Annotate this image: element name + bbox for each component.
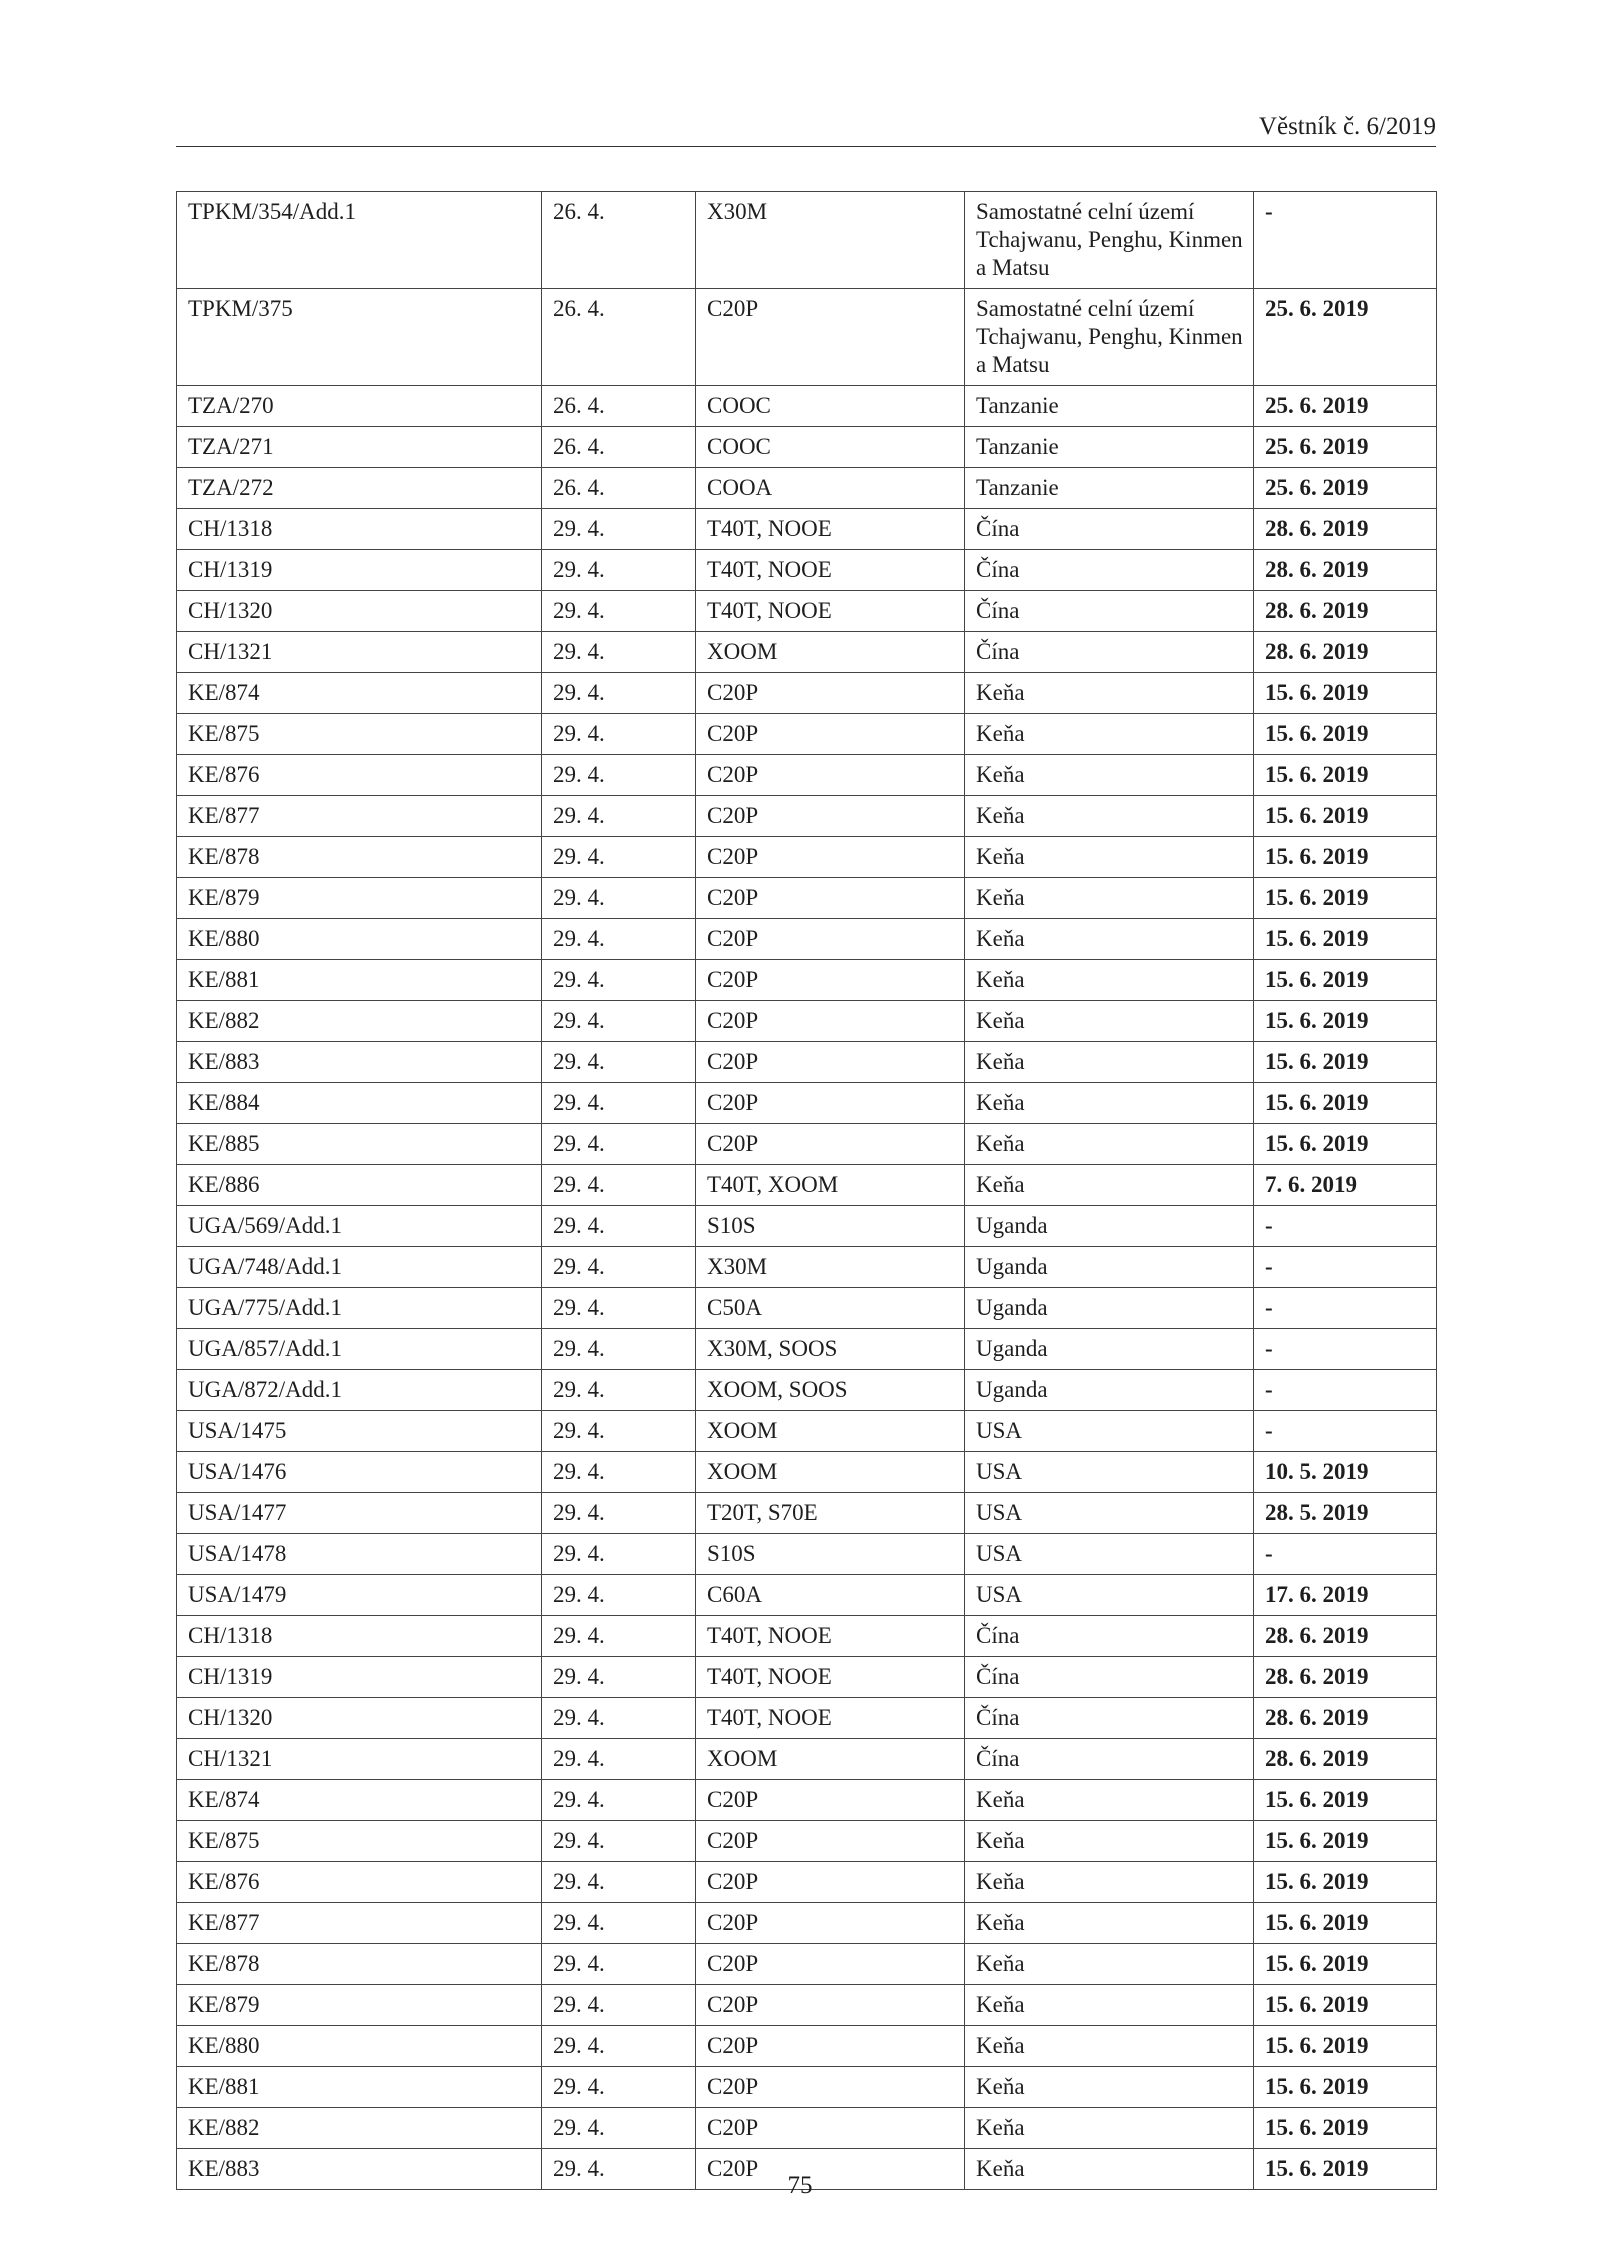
comment-deadline-cell: 17. 6. 2019: [1254, 1575, 1437, 1616]
notification-codes-cell: X30M, SOOS: [696, 1329, 965, 1370]
notification-country-cell: Čína: [965, 1616, 1254, 1657]
table-row: [177, 2108, 1437, 2149]
notification-codes-cell: C20P: [696, 755, 965, 796]
notification-date-cell: 29. 4.: [542, 1288, 696, 1329]
comment-deadline-cell: 15. 6. 2019: [1254, 2108, 1437, 2149]
table-row: [177, 1780, 1437, 1821]
notification-symbol-cell: KE/879: [177, 1985, 542, 2026]
notifications-table: [176, 191, 1437, 2190]
notification-symbol-cell: KE/885: [177, 1124, 542, 1165]
notification-date-cell: 29. 4.: [542, 1083, 696, 1124]
table-row: [177, 1329, 1437, 1370]
comment-deadline-cell: -: [1254, 1329, 1437, 1370]
notification-date-cell: 26. 4.: [542, 192, 696, 289]
notification-symbol-cell: CH/1320: [177, 591, 542, 632]
notification-date-cell: 29. 4.: [542, 1493, 696, 1534]
notification-date-cell: 29. 4.: [542, 1206, 696, 1247]
comment-deadline-cell: -: [1254, 1247, 1437, 1288]
notification-country-cell: Keňa: [965, 1042, 1254, 1083]
table-row: [177, 289, 1437, 386]
notification-codes-cell: T40T, XOOM: [696, 1165, 965, 1206]
notification-codes-cell: T40T, NOOE: [696, 1698, 965, 1739]
notification-country-cell: Uganda: [965, 1288, 1254, 1329]
table-row: [177, 1575, 1437, 1616]
notification-codes-cell: C20P: [696, 289, 965, 386]
notification-codes-cell: S10S: [696, 1534, 965, 1575]
notification-symbol-cell: USA/1476: [177, 1452, 542, 1493]
notification-date-cell: 29. 4.: [542, 837, 696, 878]
table-row: [177, 837, 1437, 878]
comment-deadline-cell: 15. 6. 2019: [1254, 714, 1437, 755]
notification-codes-cell: T40T, NOOE: [696, 1657, 965, 1698]
notification-country-cell: Keňa: [965, 1862, 1254, 1903]
table-row: [177, 1862, 1437, 1903]
notification-symbol-cell: UGA/872/Add.1: [177, 1370, 542, 1411]
notification-country-cell: Keňa: [965, 1165, 1254, 1206]
notification-date-cell: 29. 4.: [542, 1780, 696, 1821]
comment-deadline-cell: 15. 6. 2019: [1254, 1124, 1437, 1165]
comment-deadline-cell: 7. 6. 2019: [1254, 1165, 1437, 1206]
notification-date-cell: 29. 4.: [542, 960, 696, 1001]
notification-codes-cell: XOOM, SOOS: [696, 1370, 965, 1411]
notification-date-cell: 29. 4.: [542, 632, 696, 673]
table-row: [177, 1165, 1437, 1206]
comment-deadline-cell: 28. 6. 2019: [1254, 1657, 1437, 1698]
comment-deadline-cell: 15. 6. 2019: [1254, 2149, 1437, 2190]
comment-deadline-cell: 25. 6. 2019: [1254, 468, 1437, 509]
table-row: [177, 1698, 1437, 1739]
comment-deadline-cell: 28. 6. 2019: [1254, 1616, 1437, 1657]
notification-codes-cell: C60A: [696, 1575, 965, 1616]
notification-symbol-cell: CH/1321: [177, 632, 542, 673]
comment-deadline-cell: -: [1254, 1206, 1437, 1247]
comment-deadline-cell: 15. 6. 2019: [1254, 2067, 1437, 2108]
notification-codes-cell: C20P: [696, 1821, 965, 1862]
comment-deadline-cell: 15. 6. 2019: [1254, 878, 1437, 919]
table-row: [177, 1288, 1437, 1329]
notification-date-cell: 29. 4.: [542, 1370, 696, 1411]
notification-country-cell: Keňa: [965, 878, 1254, 919]
table-row: [177, 1411, 1437, 1452]
notification-country-cell: Uganda: [965, 1206, 1254, 1247]
notification-country-cell: Keňa: [965, 2108, 1254, 2149]
notification-symbol-cell: KE/880: [177, 919, 542, 960]
notification-country-cell: USA: [965, 1575, 1254, 1616]
notification-date-cell: 29. 4.: [542, 1698, 696, 1739]
notification-codes-cell: C20P: [696, 1862, 965, 1903]
notification-date-cell: 29. 4.: [542, 1657, 696, 1698]
notification-codes-cell: C20P: [696, 796, 965, 837]
table-row: [177, 1985, 1437, 2026]
notification-codes-cell: C20P: [696, 2067, 965, 2108]
notification-date-cell: 29. 4.: [542, 1575, 696, 1616]
notification-codes-cell: C20P: [696, 837, 965, 878]
notification-country-cell: Čína: [965, 550, 1254, 591]
table-row: [177, 192, 1437, 289]
notification-date-cell: 29. 4.: [542, 755, 696, 796]
comment-deadline-cell: 15. 6. 2019: [1254, 755, 1437, 796]
notification-codes-cell: T40T, NOOE: [696, 1616, 965, 1657]
notification-date-cell: 29. 4.: [542, 1247, 696, 1288]
notification-symbol-cell: KE/874: [177, 1780, 542, 1821]
comment-deadline-cell: -: [1254, 192, 1437, 289]
notification-date-cell: 29. 4.: [542, 509, 696, 550]
table-row: [177, 1493, 1437, 1534]
notification-country-cell: Samostatné celní území Tchajwanu, Penghu, Kinmen a Matsu: [965, 192, 1254, 289]
notification-date-cell: 29. 4.: [542, 1944, 696, 1985]
table-row: [177, 1206, 1437, 1247]
notification-symbol-cell: UGA/775/Add.1: [177, 1288, 542, 1329]
comment-deadline-cell: 15. 6. 2019: [1254, 837, 1437, 878]
notification-codes-cell: C20P: [696, 2026, 965, 2067]
notification-symbol-cell: KE/878: [177, 837, 542, 878]
notification-codes-cell: XOOM: [696, 1411, 965, 1452]
notification-symbol-cell: KE/879: [177, 878, 542, 919]
comment-deadline-cell: 28. 6. 2019: [1254, 509, 1437, 550]
notification-date-cell: 29. 4.: [542, 1165, 696, 1206]
notification-country-cell: Keňa: [965, 2026, 1254, 2067]
notification-date-cell: 29. 4.: [542, 2026, 696, 2067]
table-row: [177, 1534, 1437, 1575]
table-row: [177, 1370, 1437, 1411]
notification-country-cell: Keňa: [965, 1083, 1254, 1124]
comment-deadline-cell: 25. 6. 2019: [1254, 289, 1437, 386]
notification-country-cell: Čína: [965, 1739, 1254, 1780]
notification-date-cell: 29. 4.: [542, 714, 696, 755]
table-row: [177, 1124, 1437, 1165]
notification-symbol-cell: CH/1321: [177, 1739, 542, 1780]
notifications-table-body: [177, 192, 1437, 2190]
notification-codes-cell: X30M: [696, 192, 965, 289]
comment-deadline-cell: 15. 6. 2019: [1254, 1903, 1437, 1944]
notification-date-cell: 26. 4.: [542, 468, 696, 509]
notification-codes-cell: COOA: [696, 468, 965, 509]
table-row: [177, 550, 1437, 591]
table-row: [177, 1944, 1437, 1985]
comment-deadline-cell: 25. 6. 2019: [1254, 427, 1437, 468]
notification-date-cell: 29. 4.: [542, 550, 696, 591]
notification-symbol-cell: KE/880: [177, 2026, 542, 2067]
notification-country-cell: Čína: [965, 509, 1254, 550]
page-header: [176, 112, 1436, 147]
table-row: [177, 1452, 1437, 1493]
notification-country-cell: Keňa: [965, 1821, 1254, 1862]
notification-country-cell: USA: [965, 1534, 1254, 1575]
notification-symbol-cell: CH/1318: [177, 509, 542, 550]
table-row: [177, 1616, 1437, 1657]
notification-country-cell: Keňa: [965, 2067, 1254, 2108]
notification-symbol-cell: KE/877: [177, 796, 542, 837]
notification-symbol-cell: KE/884: [177, 1083, 542, 1124]
comment-deadline-cell: 10. 5. 2019: [1254, 1452, 1437, 1493]
comment-deadline-cell: 28. 6. 2019: [1254, 632, 1437, 673]
notification-codes-cell: C20P: [696, 1944, 965, 1985]
comment-deadline-cell: -: [1254, 1370, 1437, 1411]
notification-codes-cell: C20P: [696, 878, 965, 919]
notification-country-cell: Čína: [965, 1698, 1254, 1739]
notification-symbol-cell: CH/1319: [177, 550, 542, 591]
notification-codes-cell: C20P: [696, 1042, 965, 1083]
comment-deadline-cell: 28. 6. 2019: [1254, 550, 1437, 591]
comment-deadline-cell: 15. 6. 2019: [1254, 2026, 1437, 2067]
table-row: [177, 1657, 1437, 1698]
table-row: [177, 427, 1437, 468]
notification-symbol-cell: KE/878: [177, 1944, 542, 1985]
notification-symbol-cell: CH/1320: [177, 1698, 542, 1739]
notification-country-cell: Keňa: [965, 837, 1254, 878]
notification-symbol-cell: CH/1319: [177, 1657, 542, 1698]
notification-date-cell: 29. 4.: [542, 1616, 696, 1657]
comment-deadline-cell: 15. 6. 2019: [1254, 1944, 1437, 1985]
notification-symbol-cell: KE/877: [177, 1903, 542, 1944]
table-row: [177, 1001, 1437, 1042]
notification-date-cell: 29. 4.: [542, 1862, 696, 1903]
notification-country-cell: Keňa: [965, 1124, 1254, 1165]
table-row: [177, 919, 1437, 960]
notification-codes-cell: T40T, NOOE: [696, 591, 965, 632]
notification-date-cell: 29. 4.: [542, 878, 696, 919]
notification-date-cell: 29. 4.: [542, 919, 696, 960]
notification-country-cell: Keňa: [965, 2149, 1254, 2190]
notification-country-cell: Tanzanie: [965, 427, 1254, 468]
notification-date-cell: 26. 4.: [542, 289, 696, 386]
notification-date-cell: 29. 4.: [542, 1124, 696, 1165]
notification-codes-cell: COOC: [696, 427, 965, 468]
notification-codes-cell: S10S: [696, 1206, 965, 1247]
notification-date-cell: 29. 4.: [542, 1903, 696, 1944]
table-row: [177, 468, 1437, 509]
notification-date-cell: 29. 4.: [542, 1411, 696, 1452]
notification-symbol-cell: KE/886: [177, 1165, 542, 1206]
notification-codes-cell: C20P: [696, 1780, 965, 1821]
notification-date-cell: 26. 4.: [542, 427, 696, 468]
notification-symbol-cell: KE/882: [177, 2108, 542, 2149]
notification-codes-cell: C20P: [696, 2149, 965, 2190]
comment-deadline-cell: 28. 6. 2019: [1254, 1698, 1437, 1739]
comment-deadline-cell: 28. 6. 2019: [1254, 1739, 1437, 1780]
notification-country-cell: Keňa: [965, 1985, 1254, 2026]
notification-country-cell: Uganda: [965, 1329, 1254, 1370]
table-row: [177, 1821, 1437, 1862]
notification-date-cell: 29. 4.: [542, 2067, 696, 2108]
comment-deadline-cell: 15. 6. 2019: [1254, 1001, 1437, 1042]
notification-codes-cell: C20P: [696, 714, 965, 755]
notification-date-cell: 29. 4.: [542, 591, 696, 632]
notification-country-cell: Keňa: [965, 960, 1254, 1001]
table-row: [177, 591, 1437, 632]
comment-deadline-cell: 15. 6. 2019: [1254, 960, 1437, 1001]
notification-codes-cell: C20P: [696, 1985, 965, 2026]
notification-codes-cell: C20P: [696, 1001, 965, 1042]
notification-symbol-cell: TPKM/375: [177, 289, 542, 386]
notification-date-cell: 29. 4.: [542, 2108, 696, 2149]
notification-symbol-cell: UGA/857/Add.1: [177, 1329, 542, 1370]
notification-symbol-cell: KE/874: [177, 673, 542, 714]
notification-country-cell: Keňa: [965, 1944, 1254, 1985]
table-row: [177, 386, 1437, 427]
notification-country-cell: Uganda: [965, 1370, 1254, 1411]
comment-deadline-cell: 15. 6. 2019: [1254, 796, 1437, 837]
notification-country-cell: Keňa: [965, 796, 1254, 837]
notification-symbol-cell: TZA/271: [177, 427, 542, 468]
notification-date-cell: 29. 4.: [542, 1739, 696, 1780]
notification-symbol-cell: KE/876: [177, 1862, 542, 1903]
notification-country-cell: Uganda: [965, 1247, 1254, 1288]
notification-date-cell: 26. 4.: [542, 386, 696, 427]
notification-date-cell: 29. 4.: [542, 1534, 696, 1575]
notification-date-cell: 29. 4.: [542, 796, 696, 837]
notification-symbol-cell: USA/1479: [177, 1575, 542, 1616]
notification-symbol-cell: KE/881: [177, 2067, 542, 2108]
notification-country-cell: Keňa: [965, 755, 1254, 796]
table-row: [177, 796, 1437, 837]
notification-codes-cell: C20P: [696, 960, 965, 1001]
comment-deadline-cell: -: [1254, 1534, 1437, 1575]
notification-country-cell: Čína: [965, 632, 1254, 673]
notification-codes-cell: C20P: [696, 919, 965, 960]
notification-codes-cell: X30M: [696, 1247, 965, 1288]
notification-symbol-cell: KE/883: [177, 1042, 542, 1083]
table-row: [177, 1247, 1437, 1288]
notification-symbol-cell: KE/875: [177, 1821, 542, 1862]
comment-deadline-cell: 15. 6. 2019: [1254, 1985, 1437, 2026]
notification-codes-cell: COOC: [696, 386, 965, 427]
comment-deadline-cell: -: [1254, 1411, 1437, 1452]
comment-deadline-cell: 15. 6. 2019: [1254, 1862, 1437, 1903]
notification-symbol-cell: KE/883: [177, 2149, 542, 2190]
notification-codes-cell: C50A: [696, 1288, 965, 1329]
table-row: [177, 2067, 1437, 2108]
notification-date-cell: 29. 4.: [542, 1001, 696, 1042]
notification-country-cell: Keňa: [965, 919, 1254, 960]
notification-codes-cell: XOOM: [696, 1452, 965, 1493]
notification-codes-cell: C20P: [696, 673, 965, 714]
notification-symbol-cell: TZA/272: [177, 468, 542, 509]
notification-codes-cell: T40T, NOOE: [696, 509, 965, 550]
comment-deadline-cell: -: [1254, 1288, 1437, 1329]
notification-date-cell: 29. 4.: [542, 1452, 696, 1493]
notification-country-cell: Keňa: [965, 1001, 1254, 1042]
notification-codes-cell: C20P: [696, 1083, 965, 1124]
table-row: [177, 1042, 1437, 1083]
table-row: [177, 878, 1437, 919]
comment-deadline-cell: 15. 6. 2019: [1254, 1083, 1437, 1124]
notification-codes-cell: C20P: [696, 2108, 965, 2149]
notification-symbol-cell: USA/1478: [177, 1534, 542, 1575]
notification-codes-cell: T20T, S70E: [696, 1493, 965, 1534]
notification-date-cell: 29. 4.: [542, 1329, 696, 1370]
notification-codes-cell: XOOM: [696, 1739, 965, 1780]
notification-codes-cell: T40T, NOOE: [696, 550, 965, 591]
notification-symbol-cell: KE/875: [177, 714, 542, 755]
journal-title: Věstník č. 6/2019: [1258, 113, 1436, 140]
notification-date-cell: 29. 4.: [542, 673, 696, 714]
comment-deadline-cell: 15. 6. 2019: [1254, 673, 1437, 714]
notification-codes-cell: C20P: [696, 1903, 965, 1944]
notification-symbol-cell: TZA/270: [177, 386, 542, 427]
comment-deadline-cell: 15. 6. 2019: [1254, 1042, 1437, 1083]
table-row: [177, 673, 1437, 714]
table-row: [177, 1739, 1437, 1780]
comment-deadline-cell: 25. 6. 2019: [1254, 386, 1437, 427]
notification-symbol-cell: UGA/748/Add.1: [177, 1247, 542, 1288]
notification-country-cell: USA: [965, 1452, 1254, 1493]
notification-country-cell: Čína: [965, 1657, 1254, 1698]
notification-country-cell: Čína: [965, 591, 1254, 632]
notification-country-cell: Keňa: [965, 714, 1254, 755]
notification-country-cell: Tanzanie: [965, 386, 1254, 427]
comment-deadline-cell: 15. 6. 2019: [1254, 919, 1437, 960]
table-row: [177, 714, 1437, 755]
table-row: [177, 509, 1437, 550]
notification-symbol-cell: CH/1318: [177, 1616, 542, 1657]
notification-date-cell: 29. 4.: [542, 1985, 696, 2026]
notification-country-cell: Samostatné celní území Tchajwanu, Penghu, Kinmen a Matsu: [965, 289, 1254, 386]
notification-codes-cell: C20P: [696, 1124, 965, 1165]
notification-symbol-cell: KE/882: [177, 1001, 542, 1042]
notification-country-cell: Tanzanie: [965, 468, 1254, 509]
comment-deadline-cell: 15. 6. 2019: [1254, 1821, 1437, 1862]
notification-date-cell: 29. 4.: [542, 1821, 696, 1862]
table-row: [177, 2026, 1437, 2067]
table-row: [177, 755, 1437, 796]
notification-symbol-cell: KE/876: [177, 755, 542, 796]
notification-symbol-cell: KE/881: [177, 960, 542, 1001]
notification-symbol-cell: USA/1475: [177, 1411, 542, 1452]
table-row: [177, 632, 1437, 673]
comment-deadline-cell: 28. 5. 2019: [1254, 1493, 1437, 1534]
notification-date-cell: 29. 4.: [542, 1042, 696, 1083]
notification-country-cell: USA: [965, 1411, 1254, 1452]
table-row: [177, 960, 1437, 1001]
table-row: [177, 1083, 1437, 1124]
notification-symbol-cell: UGA/569/Add.1: [177, 1206, 542, 1247]
notification-symbol-cell: USA/1477: [177, 1493, 542, 1534]
notification-codes-cell: XOOM: [696, 632, 965, 673]
comment-deadline-cell: 15. 6. 2019: [1254, 1780, 1437, 1821]
page-number: 75: [787, 2172, 813, 2199]
table-row: [177, 1903, 1437, 1944]
notification-symbol-cell: TPKM/354/Add.1: [177, 192, 542, 289]
notification-country-cell: Keňa: [965, 1903, 1254, 1944]
notification-date-cell: 29. 4.: [542, 2149, 696, 2190]
notification-country-cell: USA: [965, 1493, 1254, 1534]
notification-country-cell: Keňa: [965, 673, 1254, 714]
comment-deadline-cell: 28. 6. 2019: [1254, 591, 1437, 632]
notification-country-cell: Keňa: [965, 1780, 1254, 1821]
